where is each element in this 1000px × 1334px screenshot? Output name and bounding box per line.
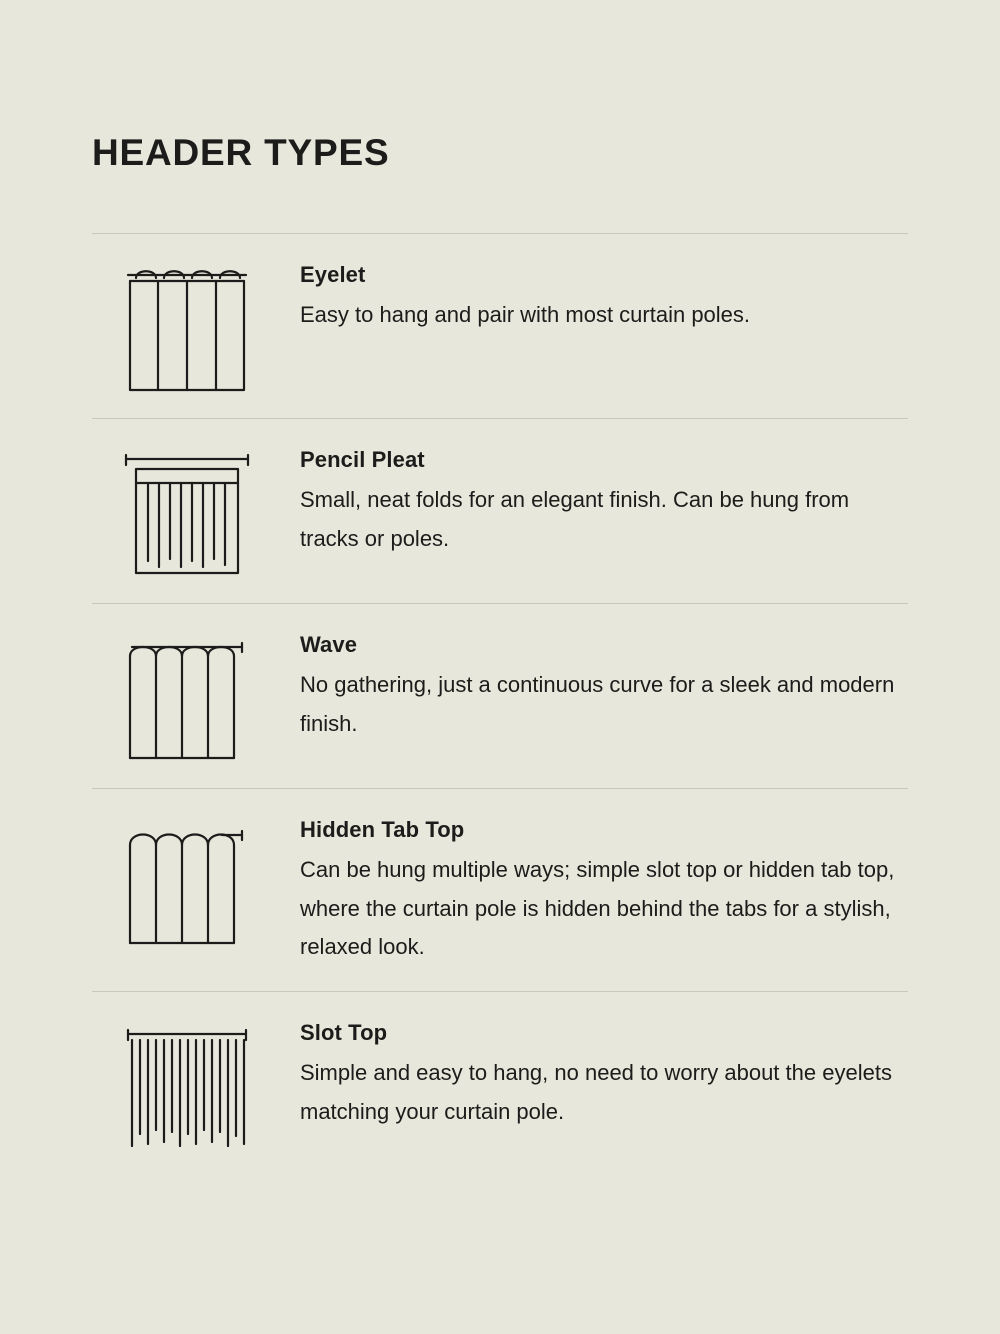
slot-top-curtain-icon bbox=[122, 1022, 252, 1152]
icon-cell bbox=[92, 817, 300, 949]
text-cell bbox=[300, 1020, 908, 1131]
item-description: Simple and easy to hang, no need to worry about the eyelets matching your curtain pole. bbox=[300, 1060, 892, 1124]
item-description: Can be hung multiple ways; simple slot top or hidden tab top, where the curtain pole is hidden behind the tabs for a stylish, relaxed look. bbox=[300, 857, 895, 960]
header-types-list bbox=[92, 233, 908, 1176]
item-description: Small, neat folds for an elegant finish. Can be hung from tracks or poles. bbox=[300, 487, 850, 551]
list-item-pencil-pleat bbox=[92, 418, 908, 603]
text-cell bbox=[300, 817, 908, 967]
icon-cell bbox=[92, 262, 300, 394]
item-description: Easy to hang and pair with most curtain poles. bbox=[300, 302, 751, 328]
icon-cell bbox=[92, 632, 300, 764]
item-title: Hidden Tab Top bbox=[300, 817, 465, 842]
item-title: Wave bbox=[300, 632, 358, 657]
page-title: HEADER TYPES bbox=[92, 132, 390, 173]
pencil-pleat-curtain-icon bbox=[122, 449, 252, 579]
list-item-wave bbox=[92, 603, 908, 788]
text-cell bbox=[300, 632, 908, 743]
icon-cell bbox=[92, 1020, 300, 1152]
item-title: Pencil Pleat bbox=[300, 447, 425, 472]
wave-curtain-icon bbox=[122, 634, 252, 764]
text-cell bbox=[300, 262, 908, 335]
icon-cell bbox=[92, 447, 300, 579]
list-item-hidden-tab-top bbox=[92, 788, 908, 991]
text-cell bbox=[300, 447, 908, 558]
item-title: Slot Top bbox=[300, 1019, 388, 1045]
list-item-slot-top bbox=[92, 991, 908, 1176]
hidden-tab-top-curtain-icon bbox=[122, 819, 252, 949]
list-item-eyelet bbox=[92, 233, 908, 418]
item-description: No gathering, just a continuous curve for a sleek and modern finish. bbox=[300, 672, 895, 736]
item-title: Eyelet bbox=[300, 262, 366, 287]
eyelet-curtain-icon bbox=[122, 264, 252, 394]
